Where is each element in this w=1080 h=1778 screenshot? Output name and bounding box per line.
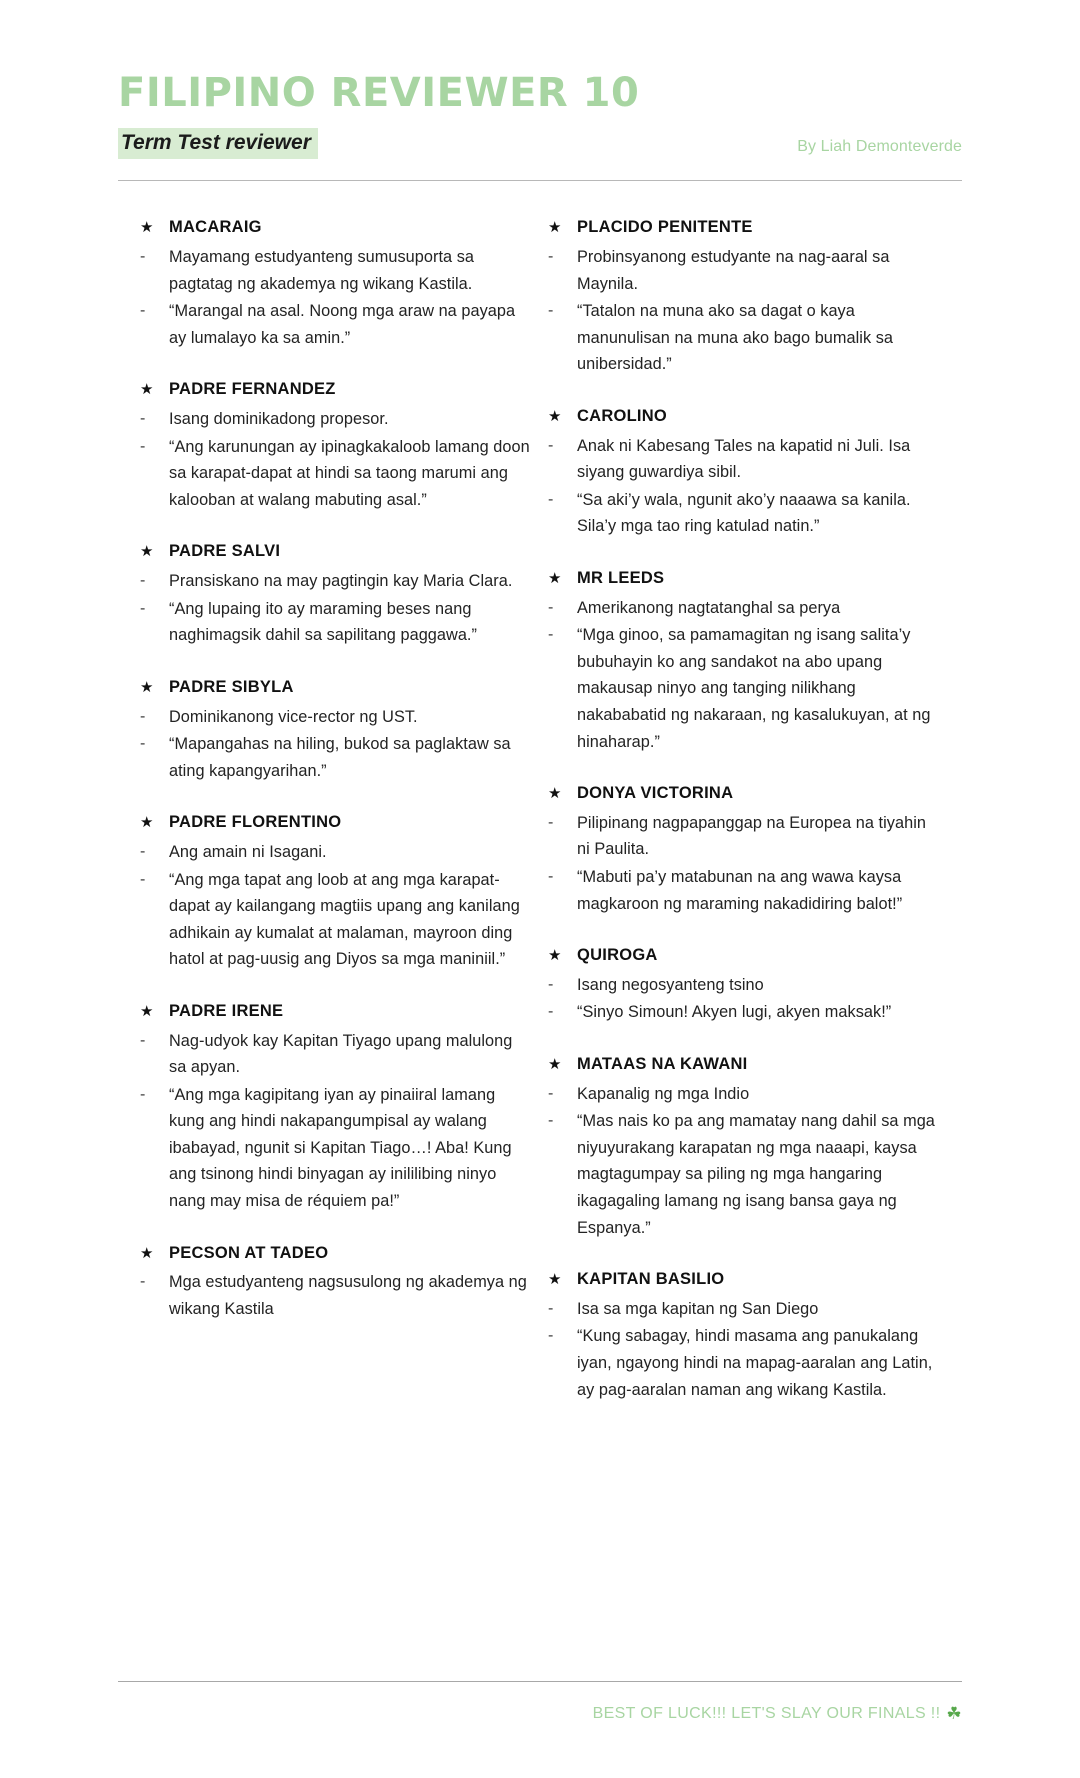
bullet-item [548, 1108, 938, 1241]
dash-icon: - [140, 843, 146, 861]
bullet-text: Kapanalig ng mga Indio [577, 1084, 750, 1103]
star-icon: ★ [548, 219, 562, 237]
dash-icon: - [140, 572, 146, 590]
dash-icon: - [548, 868, 554, 885]
entry-heading [548, 943, 938, 968]
dash-icon: - [548, 975, 554, 993]
bullet-item [548, 999, 938, 1026]
dash-icon: - [140, 248, 146, 266]
bullet-item [140, 704, 530, 731]
bullet-item [548, 864, 938, 917]
character-name: PADRE SALVI [169, 542, 281, 561]
entry-heading [140, 675, 530, 700]
bullet-item [140, 867, 530, 973]
dash-icon: - [140, 870, 146, 888]
character-entry [140, 810, 530, 973]
bullet-text: “Mga ginoo, sa pamamagitan ng isang salita’y bubuhayin ko ang sandakot na abo upang makausap ninyo ang tanging nilikhang nakababatid ng nakaraan, ng kasalukuyan, at ng hinaharap.” [577, 626, 931, 751]
bullet-item [140, 1028, 530, 1081]
star-icon: ★ [140, 543, 154, 561]
entry-heading [548, 215, 938, 240]
dash-icon: - [548, 302, 554, 320]
character-entry [548, 781, 938, 917]
character-name: PADRE IRENE [169, 1001, 284, 1020]
star-icon: ★ [140, 678, 154, 696]
dash-icon: - [548, 490, 554, 508]
bullet-text: Pilipinang nagpapanggap na Europea na tiyahin ni Paulita. [577, 813, 926, 859]
bullet-item [548, 298, 938, 378]
bullet-text: Anak ni Kabesang Tales na kapatid ni Juli. Isa siyang guwardiya sibil. [577, 436, 911, 482]
character-name: PECSON AT TADEO [169, 1243, 329, 1262]
character-entry [140, 377, 530, 513]
dash-icon: - [548, 626, 554, 644]
bullet-item [548, 810, 938, 863]
entry-heading [140, 999, 530, 1024]
bullet-text: Ang amain ni Isagani. [169, 843, 327, 862]
bullet-item [140, 568, 530, 595]
entry-heading [548, 566, 938, 591]
bullet-text: “Kung sabagay, hindi masama ang panukalang iyan, ngayong hindi na mapag-aaralan ang Latin, ay pag-aaralan naman ang wikang Kastila. [577, 1327, 933, 1399]
bullet-text: “Mapangahas na hiling, bukod sa paglaktaw sa ating kapangyarihan.” [169, 735, 511, 780]
entry-heading [548, 1052, 938, 1077]
content-columns [0, 181, 1080, 1404]
footer-note-row [118, 1704, 962, 1724]
bullet-item [140, 406, 530, 433]
dash-icon: - [548, 1112, 554, 1130]
dash-icon: - [140, 1085, 146, 1103]
bullet-item [548, 433, 938, 486]
bullet-item [140, 434, 530, 514]
bullet-text: “Mabuti pa’y matabunan na ang wawa kaysa magkaroon ng maraming nakadidiring balot!” [577, 868, 903, 913]
dash-icon: - [548, 598, 554, 616]
dash-icon: - [140, 302, 146, 320]
bullet-text: Isa sa mga kapitan ng San Diego [577, 1299, 819, 1318]
bullet-text: “Sa aki’y wala, ngunit ako’y naaawa sa kanila. Sila’y mga tao ring katulad natin.” [577, 490, 911, 536]
character-entry [548, 943, 938, 1026]
bullet-text: “Marangal na asal. Noong mga araw na payapa ay lumalayo ka sa amin.” [169, 302, 516, 347]
star-icon: ★ [548, 1271, 562, 1289]
dash-icon: - [140, 707, 146, 725]
star-icon: ★ [548, 408, 562, 425]
star-icon: ★ [140, 814, 154, 832]
star-icon: ★ [548, 570, 562, 587]
character-name: MR LEEDS [577, 569, 665, 587]
star-icon: ★ [140, 1002, 154, 1020]
dash-icon: - [140, 410, 146, 428]
bullet-item [140, 244, 530, 297]
bullet-item [140, 596, 530, 649]
star-icon: ★ [140, 219, 154, 237]
character-entry [548, 1267, 938, 1403]
bullet-item [548, 972, 938, 999]
document-header [0, 0, 1080, 159]
dash-icon: - [548, 436, 554, 454]
column-left [140, 215, 530, 1404]
bullet-item [548, 487, 938, 540]
bullet-text: “Ang lupaing ito ay maraming beses nang naghimagsik dahil sa sapilitang paggawa.” [169, 599, 477, 645]
page-title: FILIPINO REVIEWER 10 [118, 70, 640, 116]
character-entry [140, 999, 530, 1215]
bullet-item [140, 839, 530, 866]
entry-heading [140, 377, 530, 402]
bullet-item [140, 731, 530, 784]
bullet-text: Nag-udyok kay Kapitan Tiyago upang malulong sa apyan. [169, 1031, 513, 1077]
bullet-text: Mayamang estudyanteng sumusuporta sa pagtatag ng akademya ng wikang Kastila. [169, 248, 474, 293]
dash-icon: - [140, 1273, 146, 1291]
character-entry [548, 566, 938, 755]
dash-icon: - [140, 1031, 146, 1049]
character-entry [140, 675, 530, 784]
document-subtitle: Term Test reviewer [118, 128, 318, 159]
bullet-text: “Sinyo Simoun! Akyen lugi, akyen maksak!” [577, 1003, 892, 1022]
character-entry [140, 1241, 530, 1323]
document-author: By Liah Demonteverde [797, 138, 962, 156]
footer-divider [118, 1681, 962, 1682]
dash-icon: - [548, 1327, 554, 1345]
dash-icon: - [548, 813, 554, 831]
bullet-text: “Ang mga tapat ang loob at ang mga karapat-dapat ay kailangang magtiis upang ang kanilang adhikain ay kumalat at malaman, mayroon ding hatol at pag-uusig ang Diyos sa mga maniniil.” [169, 870, 520, 969]
entry-heading [140, 1241, 530, 1266]
bullet-text: Isang dominikadong propesor. [169, 410, 389, 429]
column-right [548, 215, 938, 1404]
dash-icon: - [548, 1003, 554, 1021]
dash-icon: - [548, 1299, 554, 1317]
entry-heading [548, 1267, 938, 1292]
footer-note-text: BEST OF LUCK!!! LET'S SLAY OUR FINALS !! [592, 1705, 941, 1722]
character-entry [140, 215, 530, 351]
entry-heading [548, 781, 938, 806]
bullet-item [548, 622, 938, 755]
character-name: MATAAS NA KAWANI [577, 1055, 748, 1073]
bullet-text: “Tatalon na muna ako sa dagat o kaya manunulisan na muna ako bago bumalik sa unibersidad.” [577, 302, 894, 374]
character-entry [140, 539, 530, 648]
bullet-text: Pransiskano na may pagtingin kay Maria Clara. [169, 572, 513, 591]
bullet-text: “Mas nais ko pa ang mamatay nang dahil sa mga niyuyurakang karapatan ng mga naaapi, kaysa magtagumpay sa piling ng mga hangaring ikagagaling lamang ng isang bansa gaya ng Espanya.” [577, 1112, 935, 1237]
character-name: KAPITAN BASILIO [577, 1270, 725, 1289]
bullet-item [548, 244, 938, 297]
character-name: PLACIDO PENITENTE [577, 218, 753, 237]
document-footer [0, 1681, 1080, 1778]
subtitle-row [118, 128, 962, 159]
bullet-text: Amerikanong nagtatanghal sa perya [577, 598, 841, 617]
character-name: DONYA VICTORINA [577, 784, 734, 803]
star-icon: ★ [548, 947, 562, 965]
character-name: PADRE SIBYLA [169, 677, 294, 696]
bullet-item [140, 298, 530, 351]
entry-heading [140, 539, 530, 564]
character-entry [548, 215, 938, 378]
star-icon: ★ [140, 381, 154, 399]
entry-heading [140, 810, 530, 835]
star-icon: ★ [140, 1244, 154, 1262]
character-name: MACARAIG [169, 218, 262, 237]
bullet-item [548, 1081, 938, 1108]
entry-heading [548, 404, 938, 429]
bullet-item [548, 1323, 938, 1403]
bullet-text: “Ang mga kagipitang iyan ay pinaiiral lamang kung ang hindi nakapangumpisal ay walang ibabayad, ngunit si Kapitan Tiago…! Aba! Kung ang tsinong hindi binyagan ay inililibing ninyo nang may misa de réquiem pa!” [169, 1085, 512, 1210]
bullet-text: Dominikanong vice-rector ng UST. [169, 707, 418, 726]
character-entry [548, 1052, 938, 1241]
bullet-text: “Ang karunungan ay ipinagkakaloob lamang doon sa karapat-dapat at hindi sa taong marumi ang kalooban at walang mabuting asal.” [169, 437, 530, 509]
character-name: PADRE FLORENTINO [169, 813, 342, 832]
entry-heading [140, 215, 530, 240]
bullet-item [548, 595, 938, 622]
star-icon: ★ [548, 785, 562, 803]
star-icon: ★ [548, 1056, 562, 1073]
dash-icon: - [548, 1084, 554, 1102]
dash-icon: - [140, 735, 146, 753]
bullet-item [548, 1296, 938, 1323]
character-name: PADRE FERNANDEZ [169, 380, 336, 399]
bullet-text: Probinsyanong estudyante na nag-aaral sa Maynila. [577, 248, 890, 293]
dash-icon: - [140, 437, 146, 455]
dash-icon: - [140, 599, 146, 617]
dash-icon: - [548, 248, 554, 266]
character-name: QUIROGA [577, 946, 658, 965]
bullet-item [140, 1082, 530, 1215]
character-entry [548, 404, 938, 540]
character-name: CAROLINO [577, 407, 667, 425]
bullet-text: Mga estudyanteng nagsusulong ng akademya ng wikang Kastila [169, 1273, 527, 1318]
bullet-item [140, 1269, 530, 1322]
column-gutter [530, 215, 548, 1404]
clover-icon: ☘ [946, 1704, 962, 1723]
bullet-text: Isang negosyanteng tsino [577, 975, 764, 994]
